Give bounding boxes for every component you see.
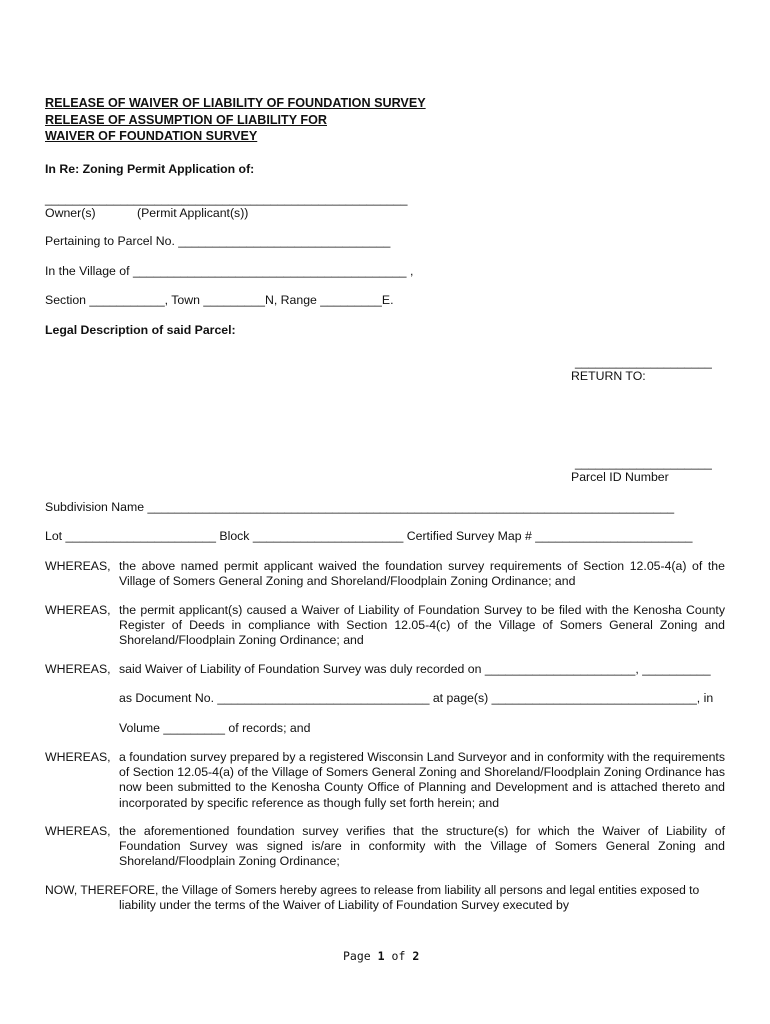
page-total: 2: [412, 949, 420, 963]
in-re-heading: In Re: Zoning Permit Application of:: [45, 162, 255, 176]
whereas-lead: WHEREAS,: [45, 824, 111, 838]
now-therefore-line-1: NOW, THEREFORE, the Village of Somers hereby agrees to release from liability all persons and legal entities exposed to: [45, 883, 700, 897]
volume-line: Volume _________ of records; and: [119, 721, 311, 735]
owner-label: Owner(s): [45, 206, 96, 220]
whereas-text: a foundation survey prepared by a registered Wisconsin Land Surveyor and in conformity with the requirements of Section 12.05-4(a) of the Village of Somers General Zoning and Shoreland/Floodplain Zoning Ordinance has now been submitted to the Kenosha County Office of Planning and Development and is attached thereto and incorporated by specific reference as though fully set forth herein; and: [119, 750, 725, 810]
now-therefore-line-2: liability under the terms of the Waiver of Liability of Foundation Survey executed by: [119, 898, 569, 912]
whereas-text: the above named permit applicant waived the foundation survey requirements of Section 12.05-4(a) of the Village of Somers General Zoning and Shoreland/Floodplain Zoning Ordinance; and: [119, 559, 725, 589]
whereas-paragraph-1: [45, 559, 725, 591]
return-to-blank: ____________________: [575, 355, 712, 369]
return-to-label: RETURN TO:: [571, 369, 646, 383]
whereas-lead: WHEREAS,: [45, 603, 111, 617]
parcel-id-blank: ____________________: [575, 456, 712, 470]
document-number-line: as Document No. _______________________________ at page(s) ______________________________, in: [119, 691, 714, 705]
page-word: Page: [343, 949, 371, 963]
title-line-3: WAIVER OF FOUNDATION SURVEY: [45, 129, 258, 143]
page-footer: [343, 949, 419, 963]
whereas-text: the permit applicant(s) caused a Waiver of Liability of Foundation Survey to be filed with the Kenosha County Register of Deeds in compliance with Section 12.05-4(c) of the Village of Somers General Zoning and Shoreland/Floodplain Zoning Ordinance; and: [119, 603, 725, 648]
whereas-paragraph-2: [45, 603, 725, 651]
title-line-2: RELEASE OF ASSUMPTION OF LIABILITY FOR: [45, 112, 327, 127]
whereas-text: the aforementioned foundation survey verifies that the structure(s) for which the Waiver of Liability of Foundation Survey was signed is/are in conformity with the Village of Somers General Zoning and Shoreland/Floodplain Zoning Ordinance;: [119, 824, 725, 869]
lot-block-csm-line: Lot ______________________ Block ______________________ Certified Survey Map # _______________________: [45, 529, 693, 543]
whereas-text: said Waiver of Liability of Foundation Survey was duly recorded on ______________________, __________: [119, 662, 711, 676]
whereas-paragraph-5: [45, 824, 725, 872]
subdivision-line: Subdivision Name _____________________________________________________________________________: [45, 500, 675, 514]
whereas-lead: WHEREAS,: [45, 559, 111, 573]
title-line-1: RELEASE OF WAIVER OF LIABILITY OF FOUNDATION SURVEY: [45, 96, 426, 110]
whereas-paragraph-3: [45, 662, 725, 678]
whereas-lead: WHEREAS,: [45, 750, 111, 764]
village-line: In the Village of ________________________________________ ,: [45, 264, 414, 278]
permit-applicant-label: (Permit Applicant(s)): [137, 206, 249, 220]
parcel-line: Pertaining to Parcel No. _______________________________: [45, 234, 391, 248]
parcel-id-label: Parcel ID Number: [571, 470, 669, 484]
legal-description-heading: Legal Description of said Parcel:: [45, 323, 236, 337]
page-number: 1: [377, 949, 385, 963]
owner-blank: _____________________________________________________: [45, 192, 408, 206]
whereas-paragraph-4: [45, 750, 725, 814]
section-line: Section ___________, Town _________N, Range _________E.: [45, 293, 394, 307]
of-word: of: [391, 949, 406, 963]
whereas-lead: WHEREAS,: [45, 662, 111, 676]
